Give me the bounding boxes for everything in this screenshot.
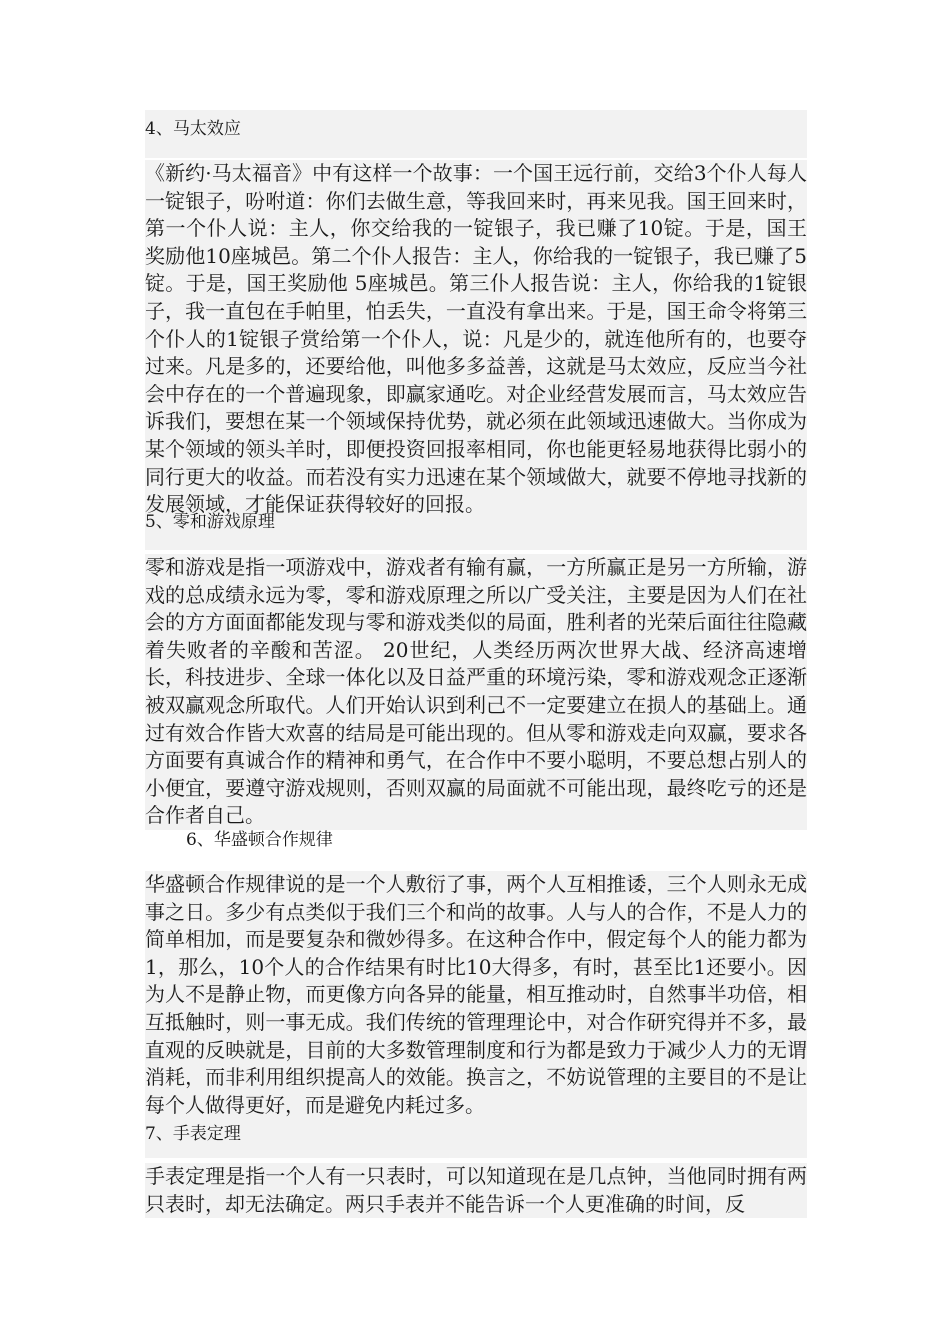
- paragraph: 零和游戏是指一项游戏中，游戏者有输有赢，一方所赢正是另一方所输，游戏的总成绩永远为零，零和游戏原理之所以广受关注，主要是因为人们在社会的方方面面都能发现与零和游戏类似的局面，胜利者的光荣后面往往隐藏着失败者的辛酸和苦涩。 20世纪，人类经历两次世界大战、经济高速增长，科技进步、全球一体化以及日益严重的环境污染，零和游戏观念正逐渐被双赢观念所取代。人们开始认识到利己不一定要建立在损人的基础上。通过有效合作皆大欢喜的结局是可能出现的。但从零和游戏走向双赢，要求各方面要有真诚合作的精神和勇气，在合作中不要小聪明，不要总想占别人的小便宜，要遵守游戏规则，否则双赢的局面就不可能出现，最终吃亏的还是合作者自己。: [145, 555, 807, 828]
- section-body-zero-sum: [145, 554, 807, 830]
- paragraph: 《新约·马太福音》中有这样一个故事：一个国王远行前，交给3个仆人每人一锭银子，吩咐道：你们去做生意，等我回来时，再来见我。国王回来时，第一个仆人说：主人，你交给我的一锭银子，我已赚了10锭。于是，国王奖励他10座城邑。第二个仆人报告：主人，你给我的一锭银子，我已赚了5锭。于是，国王奖励他 5座城邑。第三仆人报告说：主人，你给我的1锭银子，我一直包在手帕里，怕丢失，一直没有拿出来。于是，国王命令将第三个仆人的1锭银子赏给第一个仆人，说：凡是少的，就连他所有的，也要夺过来。凡是多的，还要给他，叫他多多益善，这就是马太效应，反应当今社会中存在的一个普遍现象，即赢家通吃。对企业经营发展而言，马太效应告诉我们，要想在某一个领域保持优势，就必须在此领域迅速做大。当你成为某个领域的领头羊时，即便投资回报率相同，你也能更轻易地获得比弱小的同行更大的收益。而若没有实力迅速在某个领域做大，就要不停地寻找新的发展领域，才能保证获得较好的回报。: [145, 161, 807, 517]
- heading-background: [145, 110, 807, 158]
- section-body-watch-theorem: [145, 1163, 807, 1218]
- section-heading-watch-theorem: 7、手表定理: [145, 1124, 241, 1144]
- paragraph: 手表定理是指一个人有一只表时，可以知道现在是几点钟，当他同时拥有两只表时，却无法确定。两只手表并不能告诉一个人更准确的时间，反: [145, 1164, 807, 1216]
- section-body-washington-cooperation: [145, 871, 807, 1119]
- section-heading-zero-sum: 5、零和游戏原理: [145, 512, 275, 532]
- section-heading-washington-cooperation: 6、华盛顿合作规律: [186, 830, 333, 850]
- section-body-matthew-effect: [145, 160, 807, 519]
- section-heading-matthew-effect: 4、马太效应: [145, 119, 241, 139]
- paragraph: 华盛顿合作规律说的是一个人敷衍了事，两个人互相推诿，三个人则永无成事之日。多少有点类似于我们三个和尚的故事。人与人的合作，不是人力的简单相加，而是要复杂和微妙得多。在这种合作中，假定每个人的能力都为1，那么，10个人的合作结果有时比10大得多，有时，甚至比1还要小。因为人不是静止物，而更像方向各异的能量，相互推动时，自然事半功倍，相互抵触时，则一事无成。我们传统的管理理论中，对合作研究得并不多，最直观的反映就是，目前的大多数管理制度和行为都是致力于减少人力的无谓消耗，而非利用组织提高人的效能。换言之，不妨说管理的主要目的不是让每个人做得更好，而是避免内耗过多。: [145, 872, 807, 1117]
